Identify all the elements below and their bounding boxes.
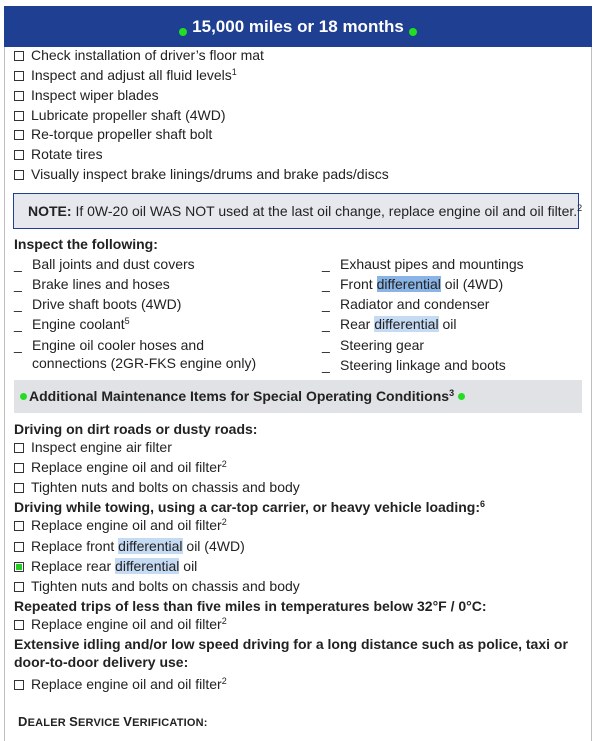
search-highlight: differential <box>115 558 180 574</box>
checklist-item[interactable]: Replace rear differential oil <box>14 556 197 576</box>
checklist-item[interactable]: Replace front differential oil (4WD) <box>14 536 245 556</box>
checkbox[interactable] <box>14 582 24 592</box>
dirt-roads-heading: Driving on dirt roads or dusty roads: <box>14 421 258 437</box>
interval-header <box>4 6 592 47</box>
idling-heading: Extensive idling and/or low speed driving for a long distance such as police, taxi or <box>14 636 568 652</box>
green-dot-icon <box>458 393 465 400</box>
checkbox[interactable] <box>14 150 24 160</box>
checkbox[interactable] <box>14 680 24 690</box>
checkbox[interactable] <box>14 71 24 81</box>
dealer-service-verification: DEALER SERVICE VERIFICATION: <box>18 714 208 729</box>
checklist-item[interactable]: Rotate tires <box>14 144 103 164</box>
inspect-item: _ Rear differential oil <box>322 316 457 332</box>
short-trips-heading: Repeated trips of less than five miles in temperatures below 32°F / 0°C: <box>14 598 487 614</box>
checkbox[interactable] <box>14 521 24 531</box>
checklist-item[interactable]: Inspect wiper blades <box>14 85 159 105</box>
checkbox[interactable] <box>14 170 24 180</box>
inspect-item: _ Steering linkage and boots <box>322 357 506 373</box>
checklist-item[interactable]: Lubricate propeller shaft (4WD) <box>14 105 226 125</box>
inspect-item: _ Engine coolant$^5$ <box>14 316 130 332</box>
checklist-item[interactable]: Replace engine oil and oil filter$^2$ <box>14 457 227 477</box>
oil-note: NOTE: If 0W-20 oil WAS NOT used at the last oil change, replace engine oil and oil filter.$^2$ <box>13 193 579 229</box>
checklist-item[interactable]: Tighten nuts and bolts on chassis and body <box>14 477 300 497</box>
checkbox[interactable] <box>14 483 24 493</box>
interval-title: 15,000 miles or 18 months <box>192 16 404 36</box>
towing-heading: Driving while towing, using a car-top carrier, or heavy vehicle loading:$^6$ <box>14 499 486 515</box>
checkbox[interactable] <box>14 542 24 552</box>
inspect-item: _ Ball joints and dust covers <box>14 256 195 272</box>
green-dot-icon <box>409 28 417 36</box>
checkbox[interactable] <box>14 620 24 630</box>
inspect-item: _ Front differential oil (4WD) <box>322 276 504 292</box>
inspect-heading: Inspect the following: <box>14 236 158 252</box>
checkbox[interactable] <box>14 130 24 140</box>
checklist-item[interactable]: Replace engine oil and oil filter$^2$ <box>14 674 227 694</box>
idling-heading-continued: door-to-door delivery use: <box>14 654 189 670</box>
search-highlight: differential <box>376 276 441 292</box>
inspect-item: _ Steering gear <box>322 337 425 353</box>
checkbox[interactable] <box>14 91 24 101</box>
checklist-item[interactable]: Re-torque propeller shaft bolt <box>14 124 212 144</box>
inspect-item: _ Drive shaft boots (4WD) <box>14 296 182 312</box>
note-label: NOTE: <box>28 203 72 219</box>
note-text: If 0W-20 oil WAS NOT used at the last oil change, replace engine oil and oil filter. <box>71 203 578 219</box>
checklist-item[interactable]: Visually inspect brake linings/drums and brake pads/discs <box>14 164 389 184</box>
inspect-item: _ Brake lines and hoses <box>14 276 170 292</box>
search-highlight: differential <box>374 316 439 332</box>
checkbox[interactable] <box>14 463 24 473</box>
checkbox[interactable] <box>14 111 24 121</box>
additional-title: Additional Maintenance Items for Special Operating Conditions <box>29 388 450 404</box>
inspect-item-continued: connections (2GR-FKS engine only) <box>32 355 257 371</box>
green-dot-icon <box>20 393 27 400</box>
inspect-item: _ Radiator and condenser <box>322 296 490 312</box>
search-highlight: differential <box>118 538 183 554</box>
checklist-item[interactable]: Tighten nuts and bolts on chassis and body <box>14 576 300 596</box>
checkbox-checked[interactable] <box>14 562 24 572</box>
checklist-item[interactable]: Inspect and adjust all fluid levels$^1$ <box>14 65 237 85</box>
checklist-item[interactable]: Inspect engine air filter <box>14 437 172 457</box>
checklist-item[interactable]: Check installation of driver’s floor mat <box>14 45 264 65</box>
checkbox[interactable] <box>14 51 24 61</box>
additional-maintenance-band: Additional Maintenance Items for Special Operating Conditions$^3$ <box>14 380 582 413</box>
inspect-item: _ Engine oil cooler hoses and <box>14 337 205 353</box>
inspect-item: _ Exhaust pipes and mountings <box>322 256 524 272</box>
checklist-item[interactable]: Replace engine oil and oil filter$^2$ <box>14 515 227 535</box>
checklist-item[interactable]: Replace engine oil and oil filter$^2$ <box>14 614 227 634</box>
checkbox[interactable] <box>14 443 24 453</box>
green-dot-icon <box>179 28 187 36</box>
